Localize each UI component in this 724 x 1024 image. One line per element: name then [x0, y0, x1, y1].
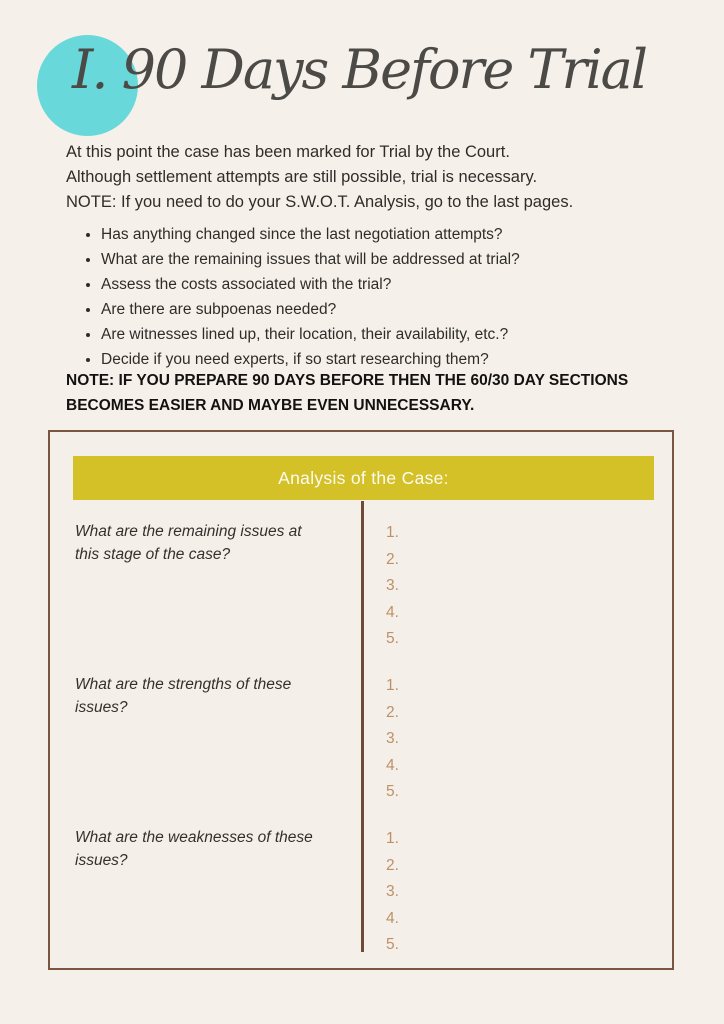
question-cell [50, 673, 361, 826]
preparation-note [66, 369, 628, 418]
page-title: I. 90 Days Before Trial [72, 38, 647, 101]
question-text: What are the remaining issues at this stage of the case? [75, 523, 302, 563]
answer-line-number: 2. [386, 856, 399, 874]
checklist-item: • Are there are subpoenas needed? [101, 298, 520, 323]
intro-paragraph [66, 140, 573, 215]
table-row [50, 520, 672, 673]
checklist-item: • Has anything changed since the last negotiation attempts? [101, 223, 520, 248]
analysis-table-body [50, 520, 672, 979]
answer-line-number: 3. [386, 577, 399, 595]
analysis-table [48, 430, 674, 970]
answer-line-number: 4. [386, 756, 399, 774]
answers-cell [361, 520, 399, 673]
checklist-item: • Are witnesses lined up, their location, their availability, etc.? [101, 323, 520, 348]
answer-line-number: 1. [386, 830, 399, 847]
answer-line-number: 1. [386, 677, 399, 694]
table-row [50, 826, 672, 979]
question-cell [50, 826, 361, 979]
checklist [0, 223, 520, 372]
answer-line-number: 3. [386, 883, 399, 901]
preparation-note-line: BECOMES EASIER AND MAYBE EVEN UNNECESSARY. [66, 396, 475, 414]
checklist-item: • Decide if you need experts, if so start researching them? [101, 348, 520, 373]
answer-line-number: 5. [386, 630, 399, 648]
answer-lines [386, 520, 399, 653]
answer-line-number: 5. [386, 936, 399, 954]
answer-line-number: 3. [386, 730, 399, 748]
intro-line: At this point the case has been marked for Trial by the Court. [66, 143, 510, 161]
checklist-item: • What are the remaining issues that will be addressed at trial? [101, 248, 520, 273]
preparation-note-line: NOTE: IF YOU PREPARE 90 DAYS BEFORE THEN THE 60/30 DAY SECTIONS [66, 372, 629, 389]
question-text: What are the weaknesses of these issues? [75, 829, 313, 869]
answer-line-number: 1. [386, 524, 399, 541]
answer-line-number: 4. [386, 909, 399, 927]
answer-line-number: 2. [386, 550, 399, 568]
answer-lines [386, 826, 399, 959]
answer-lines [386, 673, 399, 806]
intro-line: Although settlement attempts are still possible, trial is necessary. [66, 168, 538, 186]
analysis-table-header: Analysis of the Case: [73, 456, 654, 500]
answer-line-number: 5. [386, 783, 399, 801]
answer-line-number: 2. [386, 703, 399, 721]
question-text: What are the strengths of these issues? [75, 676, 292, 716]
answers-cell [361, 673, 399, 826]
question-cell [50, 520, 361, 673]
answers-cell [361, 826, 399, 979]
intro-line: NOTE: If you need to do your S.W.O.T. Analysis, go to the last pages. [66, 193, 574, 211]
checklist-item: • Assess the costs associated with the trial? [101, 273, 520, 298]
table-row [50, 673, 672, 826]
answer-line-number: 4. [386, 603, 399, 621]
